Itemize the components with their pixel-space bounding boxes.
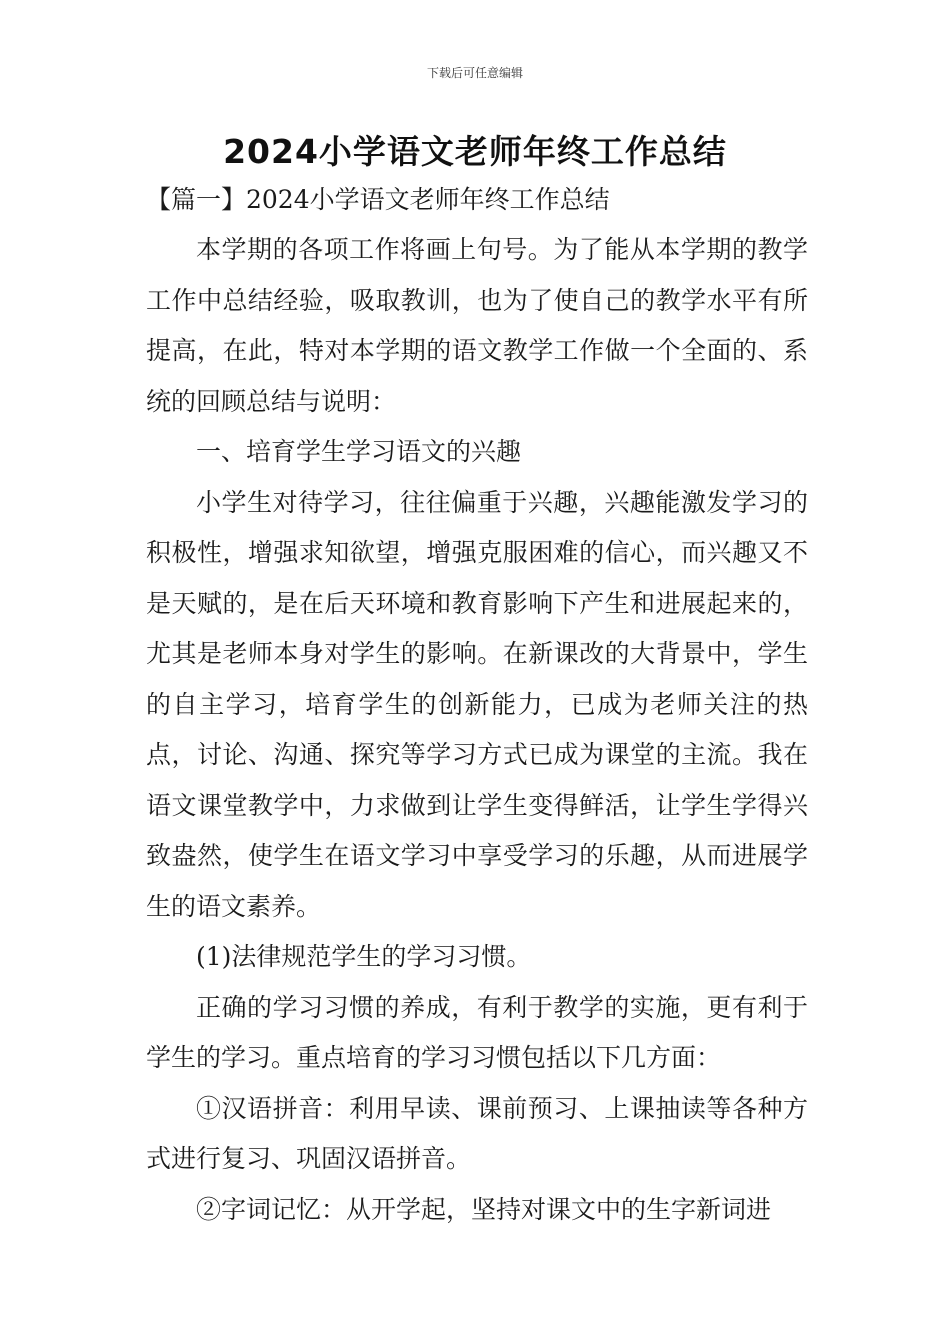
paragraph: 本学期的各项工作将画上句号。为了能从本学期的教学工作中总结经验，吸取教训，也为了使自己的教学水平有所提高，在此，特对本学期的语文教学工作做一个全面的、系统的回顾总结与说明： <box>146 235 808 416</box>
list-item: ①汉语拼音：利用早读、课前预习、上课抽读等各种方式进行复习、巩固汉语拼音。 <box>146 1093 808 1173</box>
section-subtitle: 【篇一】2024小学语文老师年终工作总结 <box>146 185 610 214</box>
header-note: 下载后可任意编辑 <box>426 66 523 80</box>
subsection-heading: (1)法律规范学生的学习习惯。 <box>196 942 532 971</box>
section-heading: 一、培育学生学习语文的兴趣 <box>196 437 522 466</box>
document-body <box>146 225 808 1235</box>
paragraph: 正确的学习习惯的养成，有利于教学的实施，更有利于学生的学习。重点培育的学习习惯包括以下几方面： <box>146 992 808 1072</box>
document-title: 2024小学语文老师年终工作总结 <box>223 132 727 171</box>
list-item: ②字词记忆：从开学起，坚持对课文中的生字新词进 <box>196 1194 772 1224</box>
paragraph: 小学生对待学习，往往偏重于兴趣，兴趣能激发学习的积极性，增强求知欲望，增强克服困难的信心，而兴趣又不是天赋的，是在后天环境和教育影响下产生和进展起来的，尤其是老师本身对学生的影响。在新课改的大背景中，学生的自主学习，培育学生的创新能力，已成为老师关注的热点，讨论、沟通、探究等学习方式已成为课堂的主流。我在语文课堂教学中，力求做到让学生变得鲜活，让学生学得兴致盎然，使学生在语文学习中享受学习的乐趣，从而进展学生的语文素养。 <box>146 487 808 921</box>
